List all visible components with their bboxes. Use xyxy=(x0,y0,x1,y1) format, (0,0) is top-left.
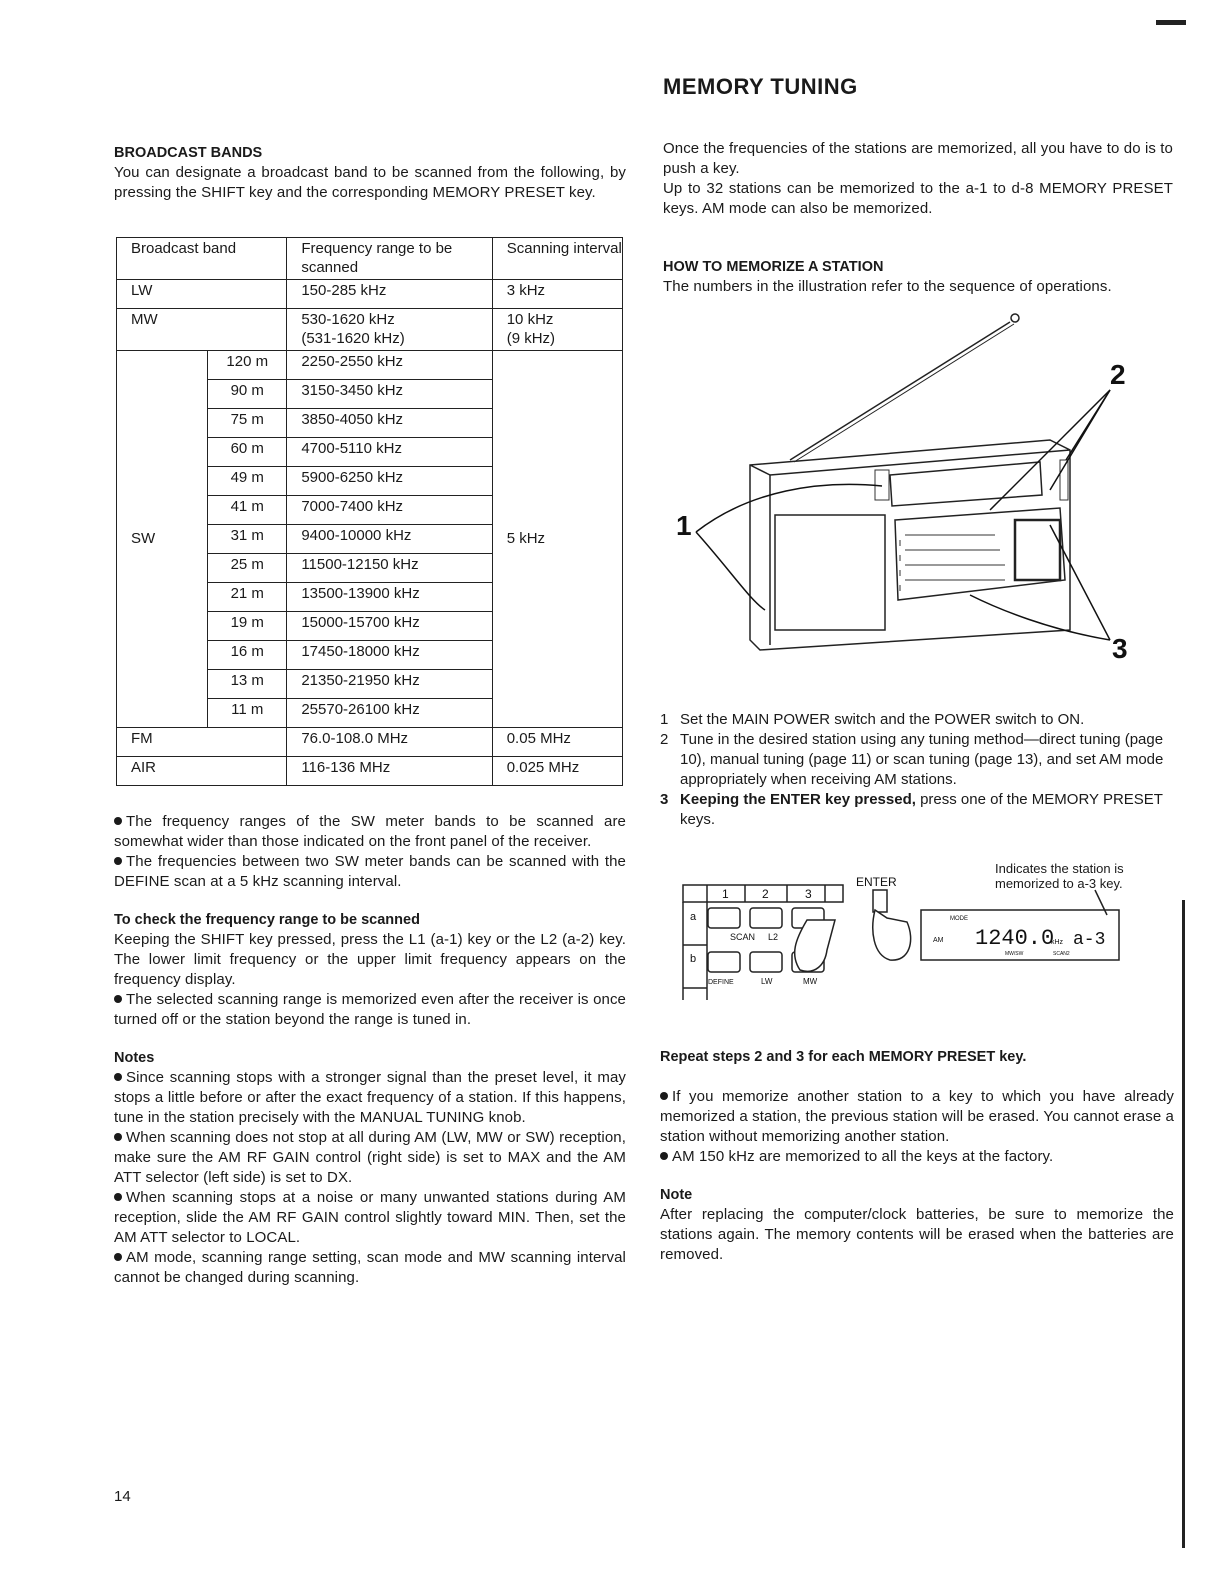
leader-line-3a xyxy=(970,595,1110,640)
range-cell: 15000-15700 kHz xyxy=(287,612,492,641)
step-item xyxy=(660,790,1174,830)
range-cell: 5900-6250 kHz xyxy=(287,467,492,496)
keypad-col-2: 2 xyxy=(762,887,769,901)
note-heading: Note xyxy=(660,1187,693,1203)
display-mode-top: MODE xyxy=(950,916,968,922)
table-header-row xyxy=(117,238,623,280)
range-cell: 3850-4050 kHz xyxy=(287,409,492,438)
bullet-icon xyxy=(114,817,122,825)
left-column xyxy=(114,143,626,203)
caption-arrow xyxy=(1095,890,1107,915)
range-cell: 11500-12150 kHz xyxy=(287,554,492,583)
bullet-icon xyxy=(660,1152,668,1160)
bullet-text: The frequency ranges of the SW meter bands to be scanned are somewhat wider than those indicated on the front panel of the receiver. xyxy=(114,813,626,850)
interval-cell: 0.025 MHz xyxy=(492,757,622,786)
callout-2: 2 xyxy=(1110,359,1126,390)
meter-cell: 25 m xyxy=(208,554,287,583)
step-text: Set the MAIN POWER switch and the POWER switch to ON. xyxy=(680,711,1085,728)
steps-block xyxy=(660,710,1174,830)
range-cell: 9400-10000 kHz xyxy=(287,525,492,554)
callout-3: 3 xyxy=(1112,633,1128,664)
bullet-item xyxy=(660,1147,1174,1167)
header-interval: Scanning interval xyxy=(492,238,622,280)
meter-cell: 120 m xyxy=(208,351,287,380)
antenna xyxy=(790,322,1010,460)
table-row xyxy=(117,351,623,380)
broadcast-heading: BROADCAST BANDS xyxy=(114,145,263,161)
page-title: MEMORY TUNING xyxy=(663,74,858,99)
enter-finger-icon xyxy=(873,910,911,960)
leader-line-3b xyxy=(1050,525,1110,640)
meter-cell: 16 m xyxy=(208,641,287,670)
band-cell: AIR xyxy=(117,757,287,786)
range-cell: 21350-21950 kHz xyxy=(287,670,492,699)
radio-edge xyxy=(770,450,1070,475)
display-mode: AM xyxy=(933,937,944,944)
bullet-item xyxy=(114,1068,626,1128)
interval-cell: 5 kHz xyxy=(492,351,622,728)
steps-list xyxy=(660,710,1174,830)
meter-cell: 31 m xyxy=(208,525,287,554)
keypad-label-l2: L2 xyxy=(768,932,779,942)
leader-line-1b xyxy=(696,532,765,610)
table-row xyxy=(117,309,623,351)
repeat-instruction: Repeat steps 2 and 3 for each MEMORY PRESET key. xyxy=(660,1049,1027,1065)
range-cell xyxy=(287,309,492,351)
range-cell: 4700-5110 kHz xyxy=(287,438,492,467)
check-text: Keeping the SHIFT key pressed, press the L1 (a-1) key or the L2 (a-2) key. The lower limit frequency or the upper limit frequency appears on the frequency display. xyxy=(114,931,626,988)
keypad-label-scan: SCAN xyxy=(730,932,756,942)
keypad-col-3: 3 xyxy=(805,887,812,901)
keypad-label-mw: MW xyxy=(803,977,818,986)
keypad-label-lw: LW xyxy=(761,977,773,986)
display-sub2: SCAN2 xyxy=(1053,951,1070,957)
bullet-icon xyxy=(114,1253,122,1261)
range-cell: 116-136 MHz xyxy=(287,757,492,786)
bullet-item xyxy=(114,1188,626,1248)
leader-line-2c xyxy=(1066,390,1110,460)
interval-cell: 3 kHz xyxy=(492,280,622,309)
keypad-row-b: b xyxy=(690,953,697,965)
leader-line-1 xyxy=(696,484,882,532)
page-edge-line xyxy=(1182,900,1185,1548)
meter-cell: 21 m xyxy=(208,583,287,612)
interval-alt: (9 kHz) xyxy=(506,330,556,347)
range-cell: 3150-3450 kHz xyxy=(287,380,492,409)
bullet-item xyxy=(114,990,626,1030)
range-cell: 76.0-108.0 MHz xyxy=(287,728,492,757)
meter-cell: 41 m xyxy=(208,496,287,525)
meter-cell: 49 m xyxy=(208,467,287,496)
radio-illustration xyxy=(670,310,1150,670)
bullet-icon xyxy=(114,1193,122,1201)
meter-cell: 19 m xyxy=(208,612,287,641)
bullet-icon xyxy=(114,1073,122,1081)
step-number: 2 xyxy=(660,731,669,748)
bullet-text: When scanning stops at a noise or many unwanted stations during AM reception, slide the AM RF GAIN control slightly toward MIN. Then, set the AM ATT selector to LOCAL. xyxy=(114,1189,626,1246)
range-cell: 17450-18000 kHz xyxy=(287,641,492,670)
how-heading: HOW TO MEMORIZE A STATION xyxy=(663,259,884,275)
range-cell: 2250-2550 kHz xyxy=(287,351,492,380)
keypad-row-a: a xyxy=(690,911,697,923)
meter-cell: 60 m xyxy=(208,438,287,467)
step-number: 3 xyxy=(660,791,669,808)
range-cell: 13500-13900 kHz xyxy=(287,583,492,612)
keypad-area xyxy=(895,508,1065,600)
band-cell: FM xyxy=(117,728,287,757)
intro-text-1: Once the frequencies of the stations are memorized, all you have to do is to push a key. xyxy=(663,140,1173,177)
step-number: 1 xyxy=(660,711,669,728)
note-text: After replacing the computer/clock batteries, be sure to memorize the stations again. The memory contents will be erased when the batteries are removed. xyxy=(660,1206,1174,1263)
leader-line-2a xyxy=(990,390,1110,510)
meter-cell: 75 m xyxy=(208,409,287,438)
right-bottom-block xyxy=(660,1047,1174,1265)
table-row xyxy=(117,728,623,757)
interval-main: 10 kHz xyxy=(506,311,554,328)
display-unit: kHz xyxy=(1051,939,1064,946)
range-cell: 7000-7400 kHz xyxy=(287,496,492,525)
range-alt: (531-1620 kHz) xyxy=(301,330,405,347)
keypad-rows xyxy=(905,535,1005,580)
bullet-item xyxy=(114,852,626,892)
bullet-text: Since scanning stops with a stronger signal than the preset level, it may stops a little before or after the exact frequency of a station. If this happens, tune in the station precisely with the MANUAL TUNING knob. xyxy=(114,1069,626,1126)
broadcast-intro: You can designate a broadcast band to be scanned from the following, by pressing the SHIFT key and the corresponding MEMORY PRESET key. xyxy=(114,164,626,201)
meter-cell: 90 m xyxy=(208,380,287,409)
bullet-item xyxy=(114,1128,626,1188)
radio-edge xyxy=(750,465,770,475)
display-caption: Indicates the station is memorized to a-3 key. xyxy=(995,861,1124,891)
antenna-edge xyxy=(794,324,1014,462)
enter-label: ENTER xyxy=(856,875,897,889)
header-band: Broadcast band xyxy=(117,238,287,280)
notes-heading: Notes xyxy=(114,1050,155,1066)
step-item xyxy=(660,710,1174,730)
broadcast-bands-table xyxy=(116,237,623,786)
band-cell: SW xyxy=(117,351,208,728)
display-memory: a-3 xyxy=(1073,930,1106,950)
interval-cell: 0.05 MHz xyxy=(492,728,622,757)
how-text: The numbers in the illustration refer to the sequence of operations. xyxy=(663,278,1112,295)
bullet-text: AM 150 kHz are memorized to all the keys at the factory. xyxy=(672,1148,1054,1165)
bullet-text: The frequencies between two SW meter bands can be scanned with the DEFINE scan at a 5 kHz scanning interval. xyxy=(114,853,626,890)
speaker-panel xyxy=(775,515,885,630)
band-cell: MW xyxy=(117,309,287,351)
key-b1 xyxy=(708,952,740,972)
band-cell: LW xyxy=(117,280,287,309)
bullet-item xyxy=(114,812,626,852)
antenna-tip xyxy=(1011,314,1019,322)
left-notes-block xyxy=(114,812,626,1288)
bullet-item xyxy=(114,1248,626,1288)
bullet-icon xyxy=(660,1092,668,1100)
key-a2 xyxy=(750,908,782,928)
step-text: press one of the MEMORY PRESET keys. xyxy=(680,791,1163,828)
bullet-icon xyxy=(114,995,122,1003)
display-frequency: 1240.0 xyxy=(975,926,1055,951)
display-window xyxy=(890,462,1042,506)
keypad-label-define: DEFINE xyxy=(708,979,734,986)
bullet-text: If you memorize another station to a key to which you have already memorized a station, the previous station will be erased. You cannot erase a station without memorizing another station. xyxy=(660,1088,1174,1145)
callout-1: 1 xyxy=(676,510,692,541)
step-text-bold: Keeping the ENTER key pressed, xyxy=(680,791,916,808)
key-b2 xyxy=(750,952,782,972)
page-number: 14 xyxy=(114,1488,131,1505)
key-a1 xyxy=(708,908,740,928)
memory-keys xyxy=(1015,520,1060,580)
display-sub1: MW/SW xyxy=(1005,951,1024,957)
interval-cell xyxy=(492,309,622,351)
right-intro xyxy=(663,139,1173,297)
radio-body xyxy=(750,440,1070,650)
bullet-text: When scanning does not stop at all during AM (LW, MW or SW) reception, make sure the AM RF GAIN control (right side) is set to MAX and the AM ATT selector (left side) is set to DX. xyxy=(114,1129,626,1186)
meter-cell: 13 m xyxy=(208,670,287,699)
range-main: 530-1620 kHz xyxy=(301,311,395,328)
check-heading: To check the frequency range to be scanned xyxy=(114,912,420,928)
bullet-icon xyxy=(114,857,122,865)
table-row xyxy=(117,757,623,786)
header-range: Frequency range to be scanned xyxy=(287,238,492,280)
bullet-item xyxy=(660,1087,1174,1147)
range-cell: 25570-26100 kHz xyxy=(287,699,492,728)
bullet-text: AM mode, scanning range setting, scan mode and MW scanning interval cannot be changed during scanning. xyxy=(114,1249,626,1286)
bullet-icon xyxy=(114,1133,122,1141)
intro-text-2: Up to 32 stations can be memorized to the a-1 to d-8 MEMORY PRESET keys. AM mode can also be memorized. xyxy=(663,180,1173,217)
meter-cell: 11 m xyxy=(208,699,287,728)
table-row xyxy=(117,280,623,309)
bullet-text: The selected scanning range is memorized even after the receiver is once turned off or the station beyond the range is tuned in. xyxy=(114,991,626,1028)
step-text: Tune in the desired station using any tuning method—direct tuning (page 10), manual tuning (page 11) or scan tuning (page 13), and set AM mode appropriately when receiving AM stations. xyxy=(680,731,1164,788)
enter-key xyxy=(873,890,887,912)
range-cell: 150-285 kHz xyxy=(287,280,492,309)
step-item xyxy=(660,730,1174,790)
corner-mark xyxy=(1156,20,1186,25)
keypad-col-1: 1 xyxy=(722,887,729,901)
